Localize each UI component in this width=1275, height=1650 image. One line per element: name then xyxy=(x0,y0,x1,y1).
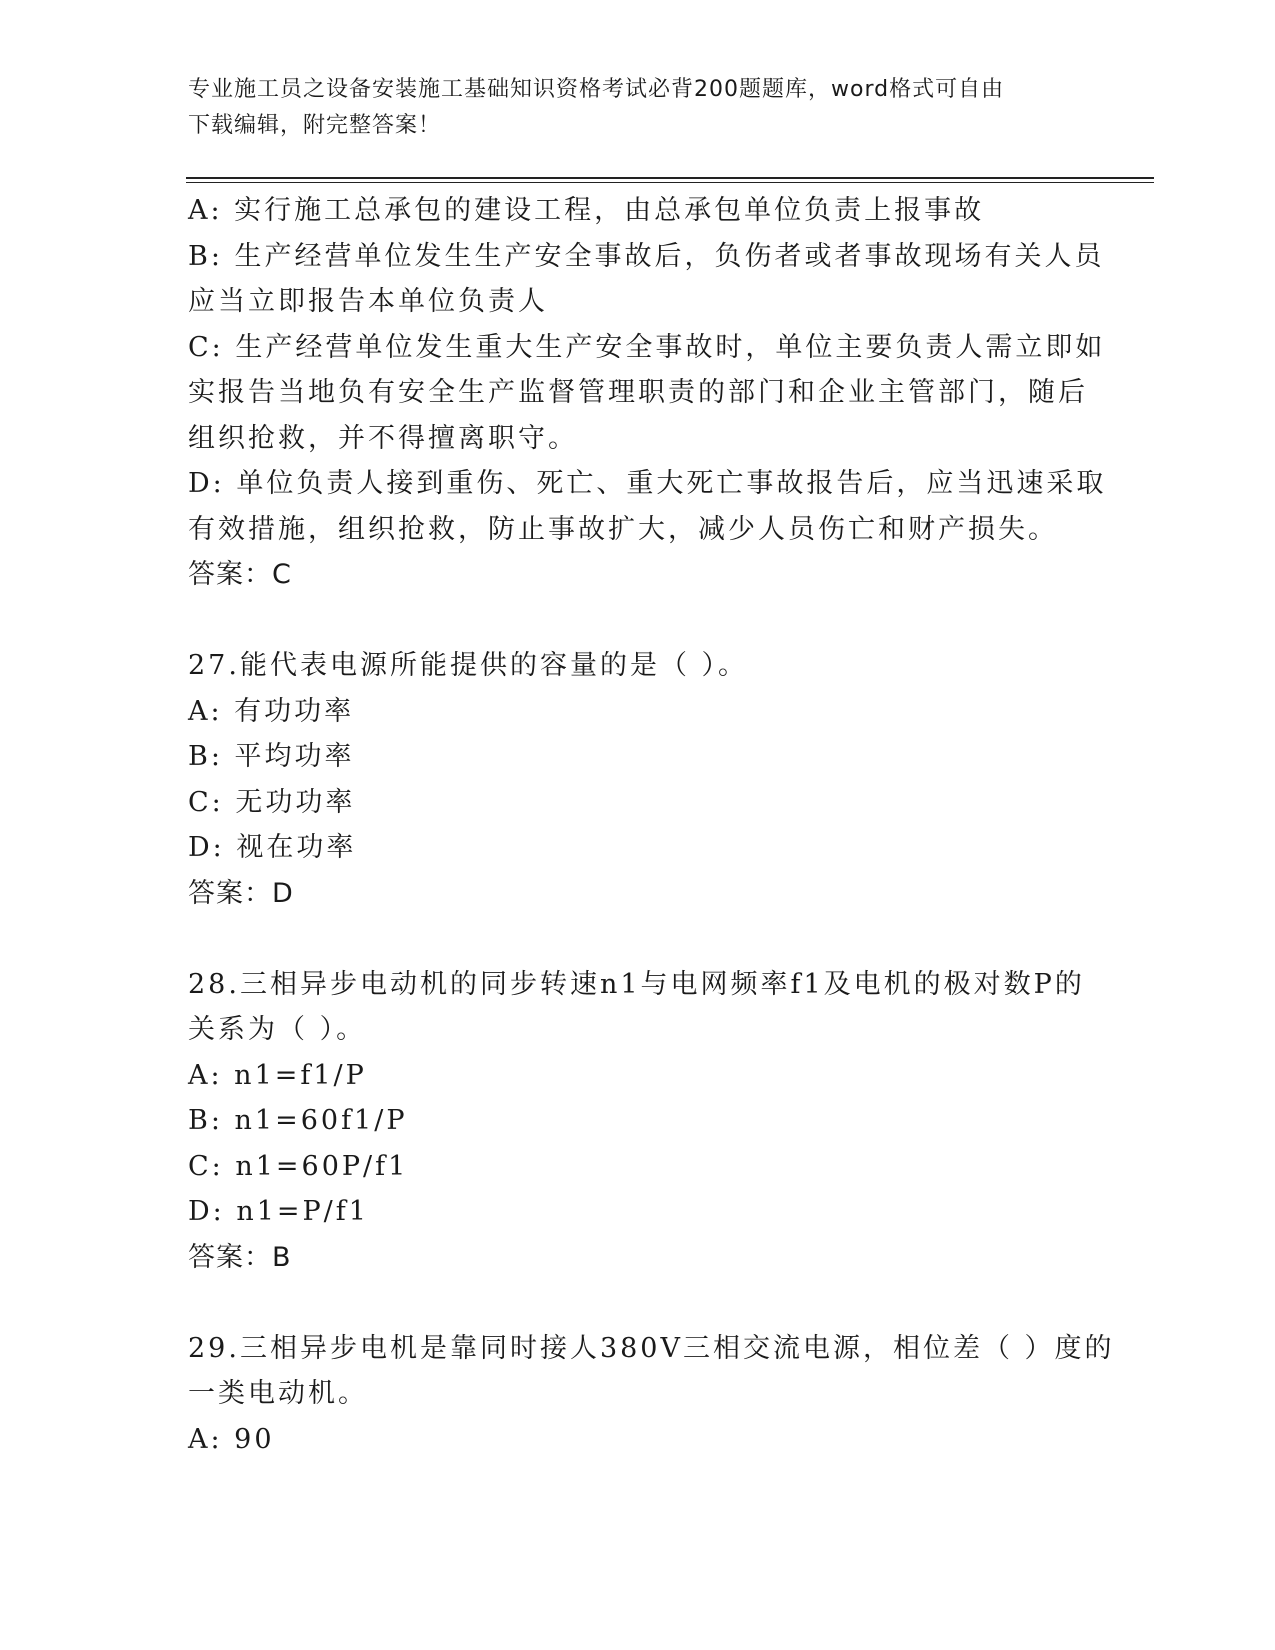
question-text-continued: 一类电动机。 xyxy=(188,1378,368,1409)
option-a: A: 实行施工总承包的建设工程，由总承包单位负责上报事故 xyxy=(188,195,985,226)
header-line-1: 专业施工员之设备安装施工基础知识资格考试必背200题题库，word格式可自由 xyxy=(188,77,1005,102)
option-c: C: 无功功率 xyxy=(188,786,356,818)
option-d: D: 视在功率 xyxy=(188,832,357,863)
option-a: A: 有功功率 xyxy=(188,695,355,727)
option-d: D: 单位负责人接到重伤、死亡、重大死亡事故报告后，应当迅速采取 xyxy=(188,468,1107,499)
option-c: C: n1=60P/f1 xyxy=(188,1150,409,1182)
option-b: B: 生产经营单位发生生产安全事故后，负伤者或者事故现场有关人员 xyxy=(188,240,1105,272)
spacer xyxy=(188,916,1088,962)
answer-text: 答案：D xyxy=(188,877,294,909)
spacer xyxy=(188,598,1088,644)
document-body xyxy=(188,188,1115,1462)
question-29 xyxy=(188,1326,1115,1463)
answer-text: 答案：B xyxy=(188,1241,292,1273)
question-text-continued: 关系为（ ）。 xyxy=(188,1014,367,1045)
option-b: B: n1=60f1/P xyxy=(188,1105,408,1136)
option-c: C: 生产经营单位发生重大生产安全事故时，单位主要负责人需立即如 xyxy=(188,331,1106,363)
option-b-continued: 应当立即报告本单位负责人 xyxy=(188,286,548,317)
question-26-options xyxy=(188,188,1107,598)
option-b: B: 平均功率 xyxy=(188,741,355,772)
question-28 xyxy=(188,962,1088,1281)
header-line-2: 下载编辑，附完整答案！ xyxy=(188,113,442,138)
option-a: A: n1=f1/P xyxy=(188,1059,367,1091)
question-text: 28.三相异步电动机的同步转速n1与电网频率f1及电机的极对数P的 xyxy=(188,968,1085,1000)
option-a: A: 90 xyxy=(188,1423,275,1455)
spacer xyxy=(188,1280,1088,1326)
option-c-continued: 实报告当地负有安全生产监督管理职责的部门和企业主管部门，随后 xyxy=(188,377,1088,408)
option-d-continued: 有效措施，组织抢救，防止事故扩大，减少人员伤亡和财产损失。 xyxy=(188,513,1058,545)
answer-text: 答案：C xyxy=(188,559,292,590)
option-d: D: n1=P/f1 xyxy=(188,1196,369,1227)
header-rule-thin xyxy=(186,182,1154,183)
header-rule-thick xyxy=(186,177,1154,179)
question-27 xyxy=(188,643,1088,916)
question-text: 29.三相异步电机是靠同时接人380V三相交流电源，相位差（ ）度的 xyxy=(188,1332,1115,1364)
question-text: 27.能代表电源所能提供的容量的是（ ）。 xyxy=(188,650,749,681)
document-header xyxy=(188,72,1068,144)
option-c-continued-2: 组织抢救，并不得擅离职守。 xyxy=(188,422,578,454)
